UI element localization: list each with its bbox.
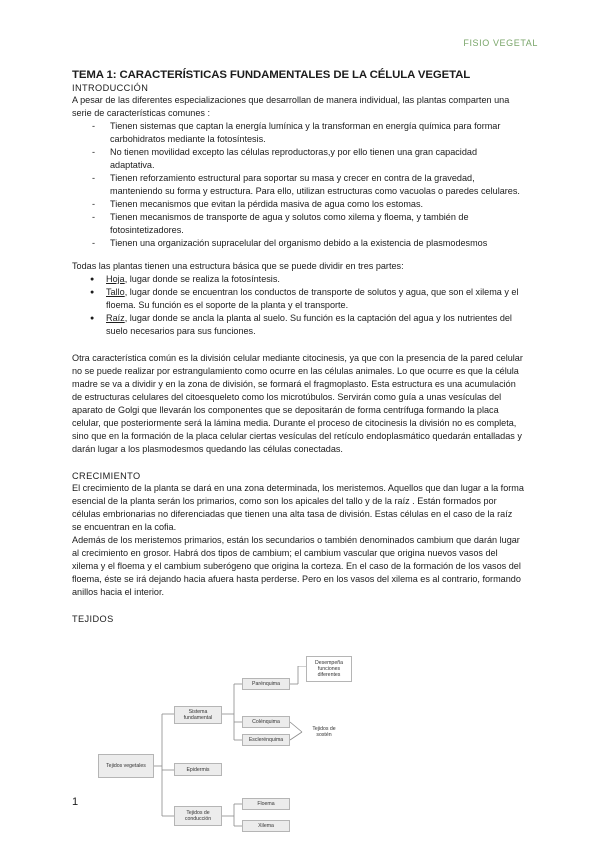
intro-heading: INTRODUCCIÓN — [72, 83, 149, 93]
tissues-heading: TEJIDOS — [72, 614, 114, 624]
structure-list — [72, 273, 524, 338]
list-item: - Tienen reforzamiento estructural para soportar su masa y crecer en contra de la gravedad, manteniendo su forma y estructura. Para ello, utilizan estructuras como vacuolas o paredes celulares. — [72, 172, 524, 198]
characteristics-list — [72, 120, 524, 250]
page-number: 1 — [72, 796, 79, 808]
list-item: - Tienen una organización supracelular del organismo debido a la existencia de plasmodesmos — [72, 237, 524, 250]
node-xilema: Xilema — [242, 820, 290, 832]
term-tallo: Tallo — [106, 287, 125, 297]
term-hoja: Hoja — [106, 274, 125, 284]
page-title: TEMA 1: CARACTERÍSTICAS FUNDAMENTALES DE LA CÉLULA VEGETAL — [72, 69, 471, 81]
node-epidermis: Epidermis — [174, 763, 222, 776]
node-colenquima: Colénquima — [242, 716, 290, 728]
intro-lead: A pesar de las diferentes especializaciones que desarrollan de manera individual, las plantas comparten una serie de características comunes : — [72, 95, 510, 118]
note-funciones: Desempeña funciones diferentes — [306, 656, 352, 682]
node-sistema-fundamental: Sistema fundamental — [174, 706, 222, 724]
node-parenquima: Parénquima — [242, 678, 290, 690]
term-raiz: Raíz — [106, 313, 125, 323]
diagram-connectors — [96, 666, 356, 836]
list-item: - Tienen mecanismos de transporte de agua y solutos como xilema y floema, y también de fotosintetizadores. — [72, 211, 524, 237]
structure-lead: Todas las plantas tienen una estructura básica que se puede dividir en tres partes: — [72, 261, 404, 271]
node-esclerenquima: Esclerénquima — [242, 734, 290, 746]
node-floema: Floema — [242, 798, 290, 810]
document-body — [72, 68, 524, 625]
list-item: - Tienen mecanismos que evitan la pérdida masiva de agua como los estomas. — [72, 198, 524, 211]
course-header: FISIO VEGETAL — [463, 38, 538, 48]
list-item: - No tienen movilidad excepto las células reproductoras,y por ello tienen una gran capacidad adaptativa. — [72, 146, 524, 172]
growth-paragraph-1: El crecimiento de la planta se dará en una zona determinada, los meristemos. Aquellos que dan lugar a la forma esencial de la planta serán los primarios, como son los apicales del tallo y de la raíz . Están formados por células embrionarias no diferenciadas que tienen una alta tasa de división. Estas células en el caso de la raíz se encuentran en la cofia. — [72, 483, 524, 532]
division-paragraph: Otra característica común es la división celular mediante citocinesis, ya que con la presencia de la pared celular no se puede realizar por estrangulamiento como ocurre en las células animales. Lo que ocurre es que la célula madre se va a dividir y en la zona de división, se formará el fragmoplasto. Esta estructura es una acumulación de estructuras celulares del citoesqueleto como los microtúbulos. Servirán como guía a unas vesículas del aparato de Golgi que llevarán los componentes que se depositarán de forma centrífuga formando la placa celular, que posteriormente será la lámina media. Durante el proceso de citocinesis la división no es completa, sino que en la formación de la placa celular ciertas vesículas del retículo endoplasmático quedarán entalladas y darán lugar a los plasmodesmos quedando las células conectadas. — [72, 353, 523, 454]
node-tejidos-vegetales: Tejidos vegetales — [98, 754, 154, 778]
growth-heading: CRECIMIENTO — [72, 471, 141, 481]
list-item: ● Raíz, lugar donde se ancla la planta al suelo. Su función es la captación del agua y los nutrientes del suelo necesarios para sus funciones. — [72, 312, 524, 338]
growth-paragraph-2: Además de los meristemos primarios, están los secundarios o también denominados cambium que darán lugar al crecimiento en grosor. Habrá dos tipos de cambium; el cambium vascular que origina nuevos vasos del xilema y el floema y el cambium suberógeno que origina la corteza. En el caso de la formación de los vasos del floema, éste se irá dejando hacia afuera hasta perderse. Pero en los vasos del xilema es al contrario, formando anillos hacia el interior. — [72, 535, 521, 597]
list-item: - Tienen sistemas que captan la energía lumínica y la transforman en energía química para formar carbohidratos mediante la fotosíntesis. — [72, 120, 524, 146]
node-tejidos-conduccion: Tejidos de conducción — [174, 806, 222, 826]
note-sosten: Tejidos de sostén — [312, 726, 336, 738]
tissues-diagram — [96, 660, 356, 836]
list-item: ● Hoja, lugar donde se realiza la fotosíntesis. — [72, 273, 524, 286]
list-item: ● Tallo, lugar donde se encuentran los conductos de transporte de solutos y agua, que son el xilema y el floema. Su función es el soporte de la planta y el transporte. — [72, 286, 524, 312]
